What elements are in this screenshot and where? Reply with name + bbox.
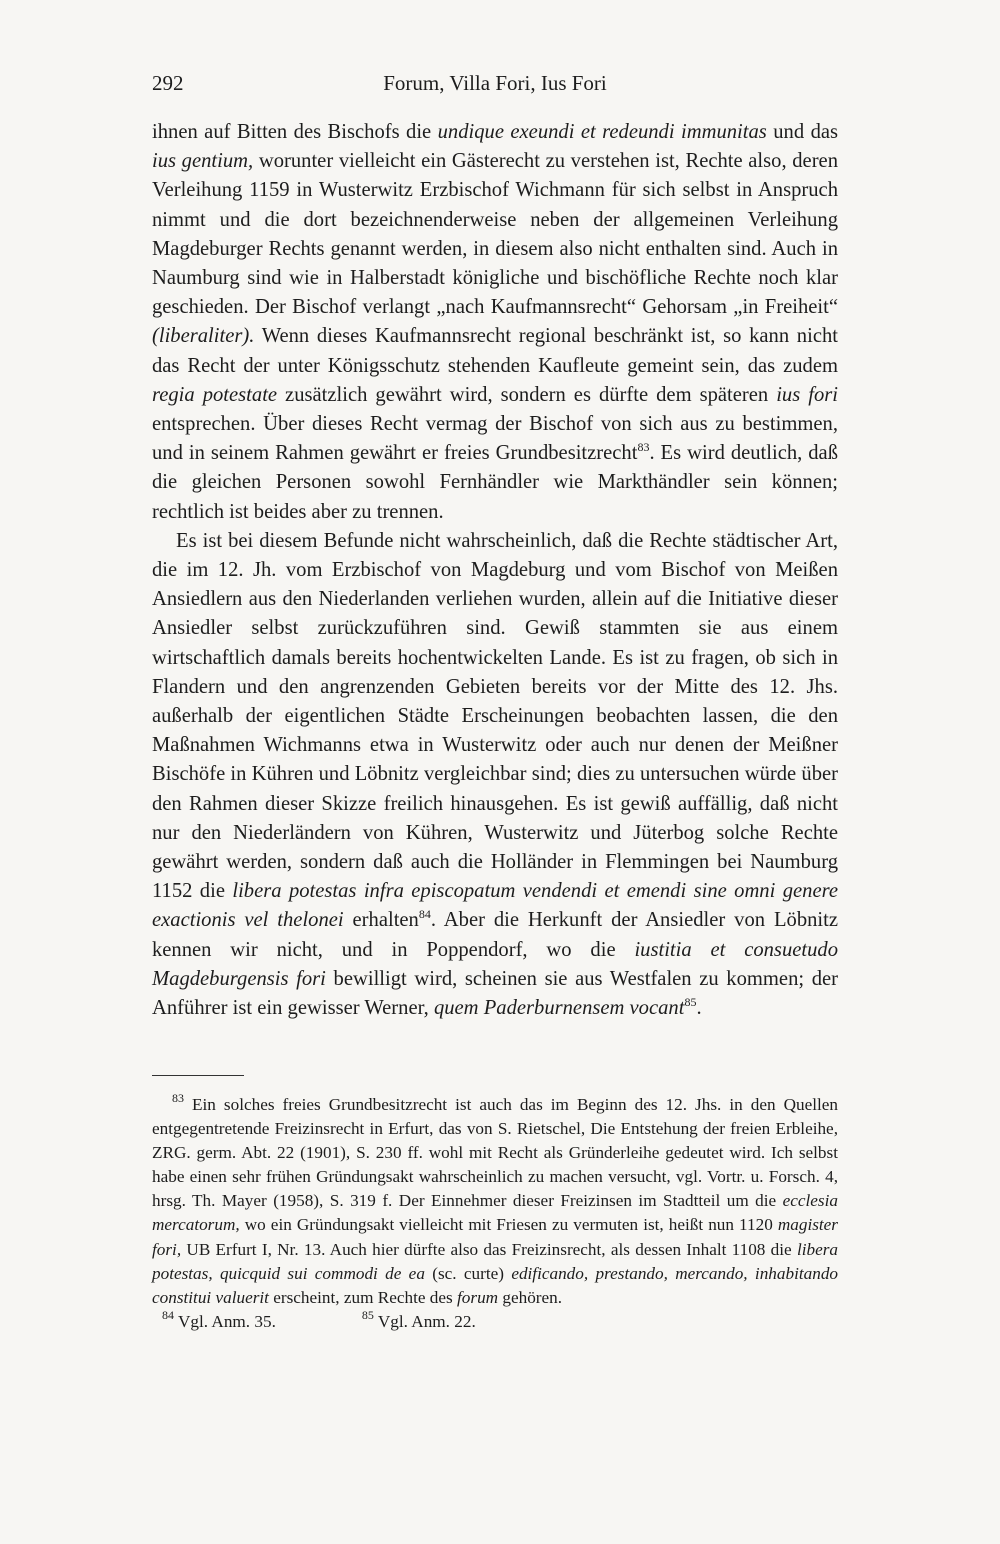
footnotes-84-85 — [152, 1307, 838, 1334]
footnote-85-num: 85 — [361, 1307, 374, 1322]
footnote-ref-83: 83 — [637, 440, 650, 455]
footnote-85-text: Vgl. Anm. 22. — [373, 1311, 476, 1331]
footnote-84-num: 84 — [162, 1307, 174, 1322]
footnote-ref-84: 84 — [418, 907, 431, 922]
footnote-ref-85: 85 — [684, 995, 697, 1010]
footnotes — [152, 1093, 838, 1334]
paragraph: ihnen auf Bitten des Bischofs die undique exeundi et redeundi immunitas und das ius gentium, worunter vielleicht ein Gästerecht zu verstehen ist, Rechte also, deren Verleihung 1159 in Wusterwitz Erzbischof Wichmann für sich selbst in Anspruch nimmt und die dort bezeichnenderweise neben der allgemeinen Verleihung Magdeburger Rechts genannt werden, in diesem also nicht enthalten sind. Auch in Naumburg sind wie in Halberstadt königliche und bischöfliche Rechte noch klar geschieden. Der Bischof verlangt „nach Kaufmannsrecht“ Gehorsam „in Freiheit“ (liberaliter). Wenn dieses Kaufmannsrecht regional beschränkt ist, so kann nicht das Recht der unter Königsschutz stehenden Kaufleute gemeint sein, das zudem regia potestate zusätzlich gewährt wird, sondern es dürfte dem späteren ius fori entsprechen. Über dieses Recht vermag der Bischof von sich aus zu bestimmen, und in seinem Rahmen gewährt er freies Grundbesitzrecht$^{83}$. Es wird deutlich, daß die gleichen Personen sowohl Fernhändler wie Markthändler sein können; rechtlich ist beides aber zu trennen. — [152, 121, 839, 523]
footnote-84-text: Vgl. Anm. 35. — [174, 1311, 276, 1331]
page-number: 292 — [152, 71, 184, 95]
main-text — [152, 118, 838, 1023]
footnote-83: $^{83}$ Ein solches freies Grundbesitzrecht ist auch das im Beginn des 12. Jhs. in den Quellen entgegentretende Freizinsrecht in Erfurt, das von S. Rietschel, Die Entstehung der freien Erbleihe, ZRG. germ. Abt. 22 (1901), S. 230 ff. wohl mit Recht als Gründerleihe gedeutet wird. Ich selbst habe einen sehr frühen Gründungsakt wahrscheinlich zu machen versucht, vgl. Vortr. u. Forsch. 4, hrsg. Th. Mayer (1958), S. 319 f. Der Einnehmer dieser Freizinsen im Stadtteil um die ecclesia mercatorum, wo ein Gründungsakt vielleicht mit Friesen zu vermuten ist, heißt nun 1120 magister fori, UB Erfurt I, Nr. 13. Auch hier dürfte also das Freizinsrecht, als dessen Inhalt 1108 die libera potestas, quicquid sui commodi de ea (sc. curte) edificando, prestando, mercando, inhabitando constitui valuerit erscheint, zum Rechte des forum gehören. — [152, 1091, 839, 1307]
paragraph: Es ist bei diesem Befunde nicht wahrscheinlich, daß die Rechte städtischer Art, die im 12. Jh. vom Erzbischof von Magdeburg und vom Bischof von Meißen Ansiedlern aus den Niederlanden verliehen wurden, allein auf die Initiative dieser Ansiedler selbst zurückzuführen sind. Gewiß stammten sie aus einem wirtschaftlich damals bereits hochentwickelten Lande. Es ist zu fragen, ob sich in Flandern und den angrenzenden Gebieten bereits vor der Mitte des 12. Jhs. außerhalb der eigentlichen Städte Erscheinungen beobachten lassen, die den Maßnahmen Wichmanns etwa in Wusterwitz oder auch nur denen der Meißner Bischöfe in Kühren und Löbnitz vergleichbar sind; dies zu untersuchen würde über den Rahmen dieser Skizze freilich hinausgehen. Es ist gewiß auffällig, daß nicht nur den Niederländern von Kühren, Wusterwitz und Jüterbog solche Rechte gewährt werden, sondern daß auch die Holländer in Flemmingen bei Naumburg 1152 die libera potestas infra episcopatum vendendi et emendi sine omni genere exactionis vel thelonei erhalten$^{84}$. Aber die Herkunft der Ansiedler von Löbnitz kennen wir nicht, und in Poppendorf, wo die iustitia et consuetudo Magdeburgensis fori bewilligt wird, scheinen sie aus Westfalen zu kommen; der Anführer ist ein gewisser Werner, quem Paderburnensem vocant$^{85}$. — [152, 529, 839, 1020]
running-title: Forum, Villa Fori, Ius Fori — [383, 71, 607, 95]
footnote-divider — [152, 1075, 244, 1076]
